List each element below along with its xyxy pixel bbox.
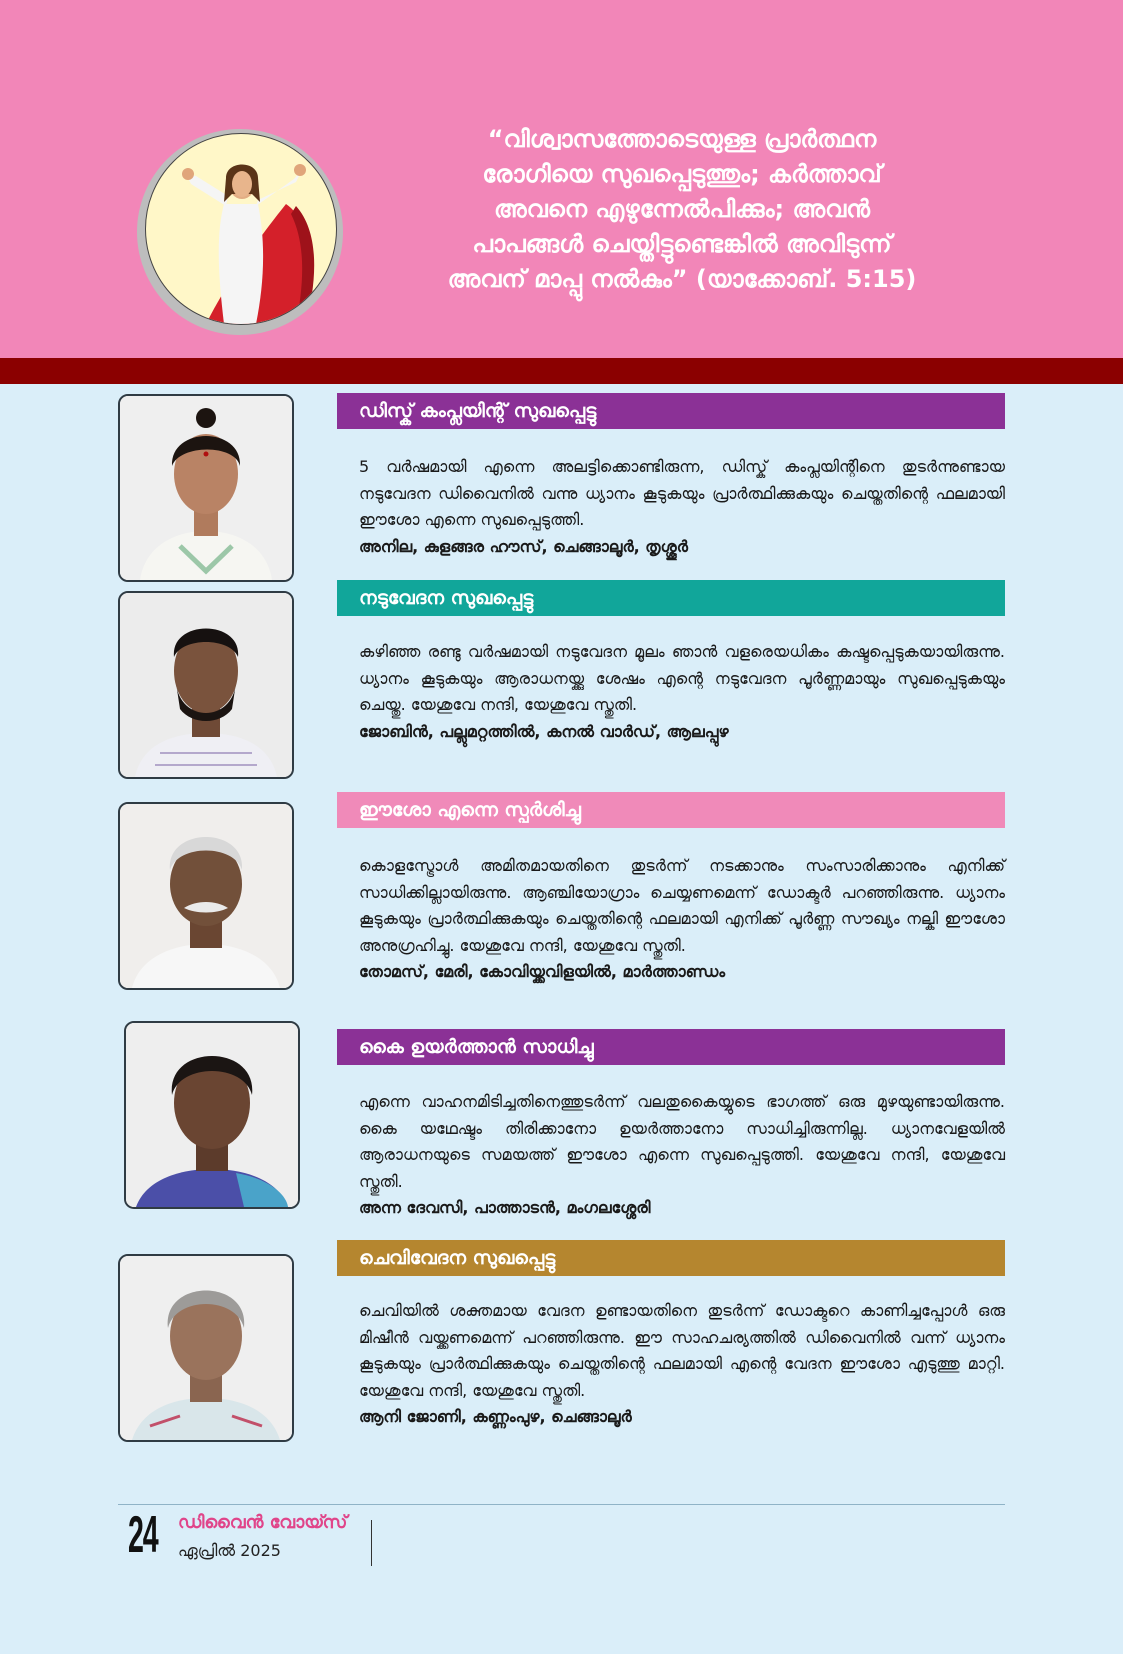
page-number: 24: [128, 1506, 158, 1564]
testimony-body: [359, 853, 1005, 986]
testimony-title-bar: [337, 393, 1005, 429]
header-divider-band: [0, 358, 1123, 384]
magazine-name: ഡിവൈൻ വോയ്സ്: [178, 1512, 348, 1533]
testimony-body: [359, 639, 1005, 745]
testimony-photo-bearded-man: [118, 591, 294, 779]
testimony-title-bar: [337, 792, 1005, 828]
testimony-title: ഈശോ എന്നെ സ്പർശിച്ചു: [359, 799, 581, 821]
quote-line: അവന് മാപ്പു നൽകും” (യാക്കോബ്. 5:15): [447, 265, 917, 293]
testimony-body: [359, 1298, 1005, 1431]
testimony-title: ഡിസ്ക് കംപ്ലയിന്റ് സുഖപ്പെട്ടു: [359, 400, 597, 422]
testimony-text: എന്നെ വാഹനമിടിച്ചതിനെത്തുടർന്ന് വലതുകൈയ്യുടെ ഭാഗത്ത് ഒരു മുഴയുണ്ടായിരുന്നു. കൈ യഥേഷ്ടം തിരിക്കാനോ ഉയർത്താനോ സാധിച്ചിരുന്നില്ല. ധ്യാനവേളയിൽ ആരാധനയുടെ സമയത്ത് ഈശോ എന്നെ സുഖപ്പെടുത്തി. യേശുവേ നന്ദി, യേശുവേ സ്തുതി.: [359, 1092, 1005, 1191]
testimony-photo-elderly-woman: [124, 1021, 300, 1209]
testimony-signature: ആനി ജോണി, കണ്ണംപുഴ, ചെങ്ങാലൂർ: [359, 1407, 632, 1426]
testimony-title-bar: [337, 1240, 1005, 1276]
testimony-title-bar: [337, 580, 1005, 616]
testimony-photo-grey-haired-woman: [118, 1254, 294, 1442]
testimony-photo-woman: [118, 394, 294, 582]
testimony-body: [359, 1089, 1005, 1222]
issue-date: ഏപ്രിൽ 2025: [178, 1541, 281, 1560]
testimony-text: കഴിഞ്ഞ രണ്ടു വർഷമായി നടുവേദന മൂലം ഞാൻ വളരെയധികം കഷ്ടപ്പെടുകയായിരുന്നു. ധ്യാനം കൂടുകയും ആരാധനയ്ക്കു ശേഷം എന്റെ നടുവേദന പൂർണ്ണമായും സുഖപ്പെടുകയും ചെയ്തു. യേശുവേ നന്ദി, യേശുവേ സ്തുതി.: [359, 642, 1005, 714]
quote-line: രോഗിയെ സുഖപ്പെടുത്തും; കർത്താവ്: [482, 160, 882, 188]
christ-medallion: [137, 129, 343, 335]
footer-vertical-rule: [371, 1520, 372, 1566]
testimony-title: കൈ ഉയർത്താൻ സാധിച്ചു: [359, 1036, 594, 1058]
quote-line: “വിശ്വാസത്തോടെയുള്ള പ്രാർത്ഥന: [487, 125, 877, 153]
testimony-title: നടുവേദന സുഖപ്പെട്ടു: [359, 587, 534, 609]
testimony-text: 5 വർഷമായി എന്നെ അലട്ടിക്കൊണ്ടിരുന്ന, ഡിസ്ക് കംപ്ലയിന്റിനെ തുടർന്നുണ്ടായ നടുവേദന ഡിവൈനിൽ വന്നു ധ്യാനം കൂടുകയും പ്രാർത്ഥിക്കുകയും ചെയ്തതിന്റെ ഫലമായി ഈശോ എന്നെ സുഖപ്പെടുത്തി.: [359, 457, 1005, 529]
testimony-signature: അനില, കുളങ്ങര ഹൗസ്, ചെങ്ങാലൂർ, തൃശ്ശൂർ: [359, 536, 688, 556]
quote-line: പാപങ്ങൾ ചെയ്തിട്ടുണ്ടെങ്കിൽ അവിടുന്ന്: [472, 230, 892, 258]
testimony-text: കൊളസ്ട്രോൾ അമിതമായതിനെ തുടർന്ന് നടക്കാനും സംസാരിക്കാനും എനിക്ക് സാധിക്കില്ലായിരുന്നു. ആഞ്ചിയോഗ്രാം ചെയ്യണമെന്ന് ഡോക്ടർ പറഞ്ഞിരുന്നു. ധ്യാനം കൂടുകയും പ്രാർത്ഥിക്കുകയും ചെയ്തതിന്റെ ഫലമായി എനിക്ക് പൂർണ്ണ സൗഖ്യം നല്കി ഈശോ അനുഗ്രഹിച്ചു. യേശുവേ നന്ദി, യേശുവേ സ്തുതി.: [359, 856, 1005, 955]
quote-line: അവനെ എഴുന്നേൽപിക്കും; അവൻ: [493, 195, 871, 223]
scripture-quote: [372, 122, 992, 297]
footer-divider: [118, 1504, 1005, 1505]
testimony-signature: ജോബിൻ, പല്ലുമറ്റത്തിൽ, കനൽ വാർഡ്, ആലപ്പുഴ: [359, 721, 729, 741]
testimony-signature: തോമസ്, മേരി, കോവിയ്ക്കവിളയിൽ, മാർത്താണ്ഡം: [359, 962, 726, 981]
testimony-photo-elderly-man: [118, 802, 294, 990]
testimony-title: ചെവിവേദന സുഖപ്പെട്ടു: [359, 1247, 556, 1269]
testimony-text: ചെവിയിൽ ശക്തമായ വേദന ഉണ്ടായതിനെ തുടർന്ന് ഡോക്ടറെ കാണിച്ചപ്പോൾ ഒരു മിഷീൻ വയ്ക്കണമെന്ന് പറഞ്ഞിരുന്നു. ഈ സാഹചര്യത്തിൽ ഡിവൈനിൽ വന്ന് ധ്യാനം കൂടുകയും പ്രാർത്ഥിക്കുകയും ചെയ്തതിന്റെ ഫലമായി എന്റെ വേദന ഈശോ എടുത്തു മാറ്റി. യേശുവേ നന്ദി, യേശുവേ സ്തുതി.: [359, 1301, 1005, 1400]
risen-christ-image: [145, 133, 337, 325]
testimony-title-bar: [337, 1029, 1005, 1065]
testimony-signature: അന്ന ദേവസി, പാത്താടൻ, മംഗലശ്ശേരി: [359, 1198, 651, 1217]
testimony-body: [359, 454, 1005, 560]
